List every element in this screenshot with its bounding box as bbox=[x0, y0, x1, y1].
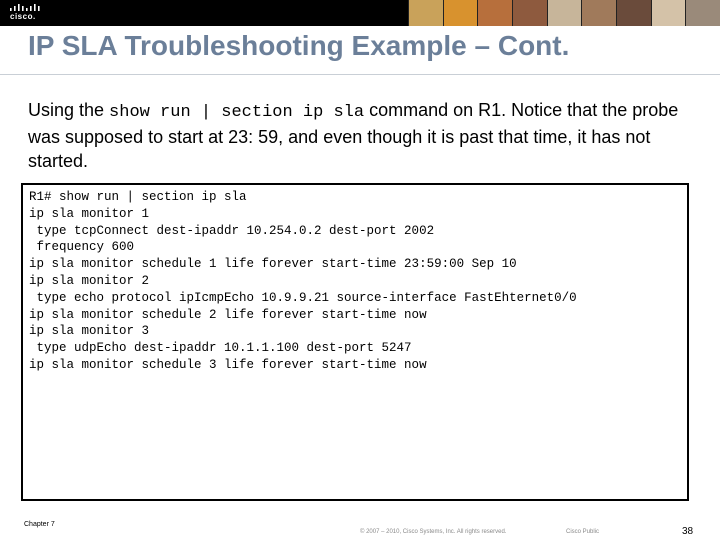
header-photo bbox=[616, 0, 651, 26]
code-line: ip sla monitor 3 bbox=[29, 324, 150, 339]
code-line: type tcpConnect dest-ipaddr 10.254.0.2 dest-port 2002 bbox=[29, 223, 435, 238]
page-number: 38 bbox=[682, 526, 694, 537]
page-title: IP SLA Troubleshooting Example – Cont. bbox=[28, 30, 570, 61]
code-line: ip sla monitor 1 bbox=[29, 206, 150, 221]
cli-output-box bbox=[21, 183, 689, 501]
header-photo bbox=[547, 0, 582, 26]
header-photo bbox=[685, 0, 720, 26]
title-divider bbox=[0, 74, 720, 75]
code-line: type udpEcho dest-ipaddr 10.1.1.100 dest-port 5247 bbox=[29, 341, 412, 356]
header-photo bbox=[512, 0, 547, 26]
header-photo bbox=[477, 0, 512, 26]
code-line: frequency 600 bbox=[29, 240, 135, 255]
footer-chapter: Chapter 7 bbox=[24, 521, 55, 528]
intro-text-start: Using the bbox=[28, 100, 110, 120]
header-photo-strip bbox=[408, 0, 720, 26]
intro-paragraph bbox=[28, 98, 708, 173]
code-line: R1# show run | section ip sla bbox=[29, 190, 247, 204]
code-line: type echo protocol ipIcmpEcho 10.9.9.21 source-interface FastEhternet0/0 bbox=[29, 290, 577, 305]
code-line: ip sla monitor 2 bbox=[29, 273, 150, 288]
header-photo bbox=[651, 0, 686, 26]
intro-command: show run | section ip sla bbox=[109, 103, 365, 122]
footer-classification: Cisco Public bbox=[566, 529, 600, 535]
code-line: ip sla monitor schedule 3 life forever start-time now bbox=[29, 357, 427, 372]
header-photo bbox=[408, 0, 443, 26]
intro-text-end: command on R1. Notice that the probe was supposed to start at 23: 59, and even though it is past that time, it has not started. bbox=[28, 100, 679, 171]
header-bar bbox=[0, 0, 720, 26]
footer-copyright: © 2007 – 2010, Cisco Systems, Inc. All rights reserved. bbox=[360, 529, 507, 535]
header-photo bbox=[443, 0, 478, 26]
code-line: ip sla monitor schedule 1 life forever start-time 23:59:00 Sep 10 bbox=[29, 257, 517, 272]
header-photo bbox=[581, 0, 616, 26]
code-line: ip sla monitor schedule 2 life forever start-time now bbox=[29, 307, 427, 322]
logo-text: cisco. bbox=[10, 12, 36, 21]
